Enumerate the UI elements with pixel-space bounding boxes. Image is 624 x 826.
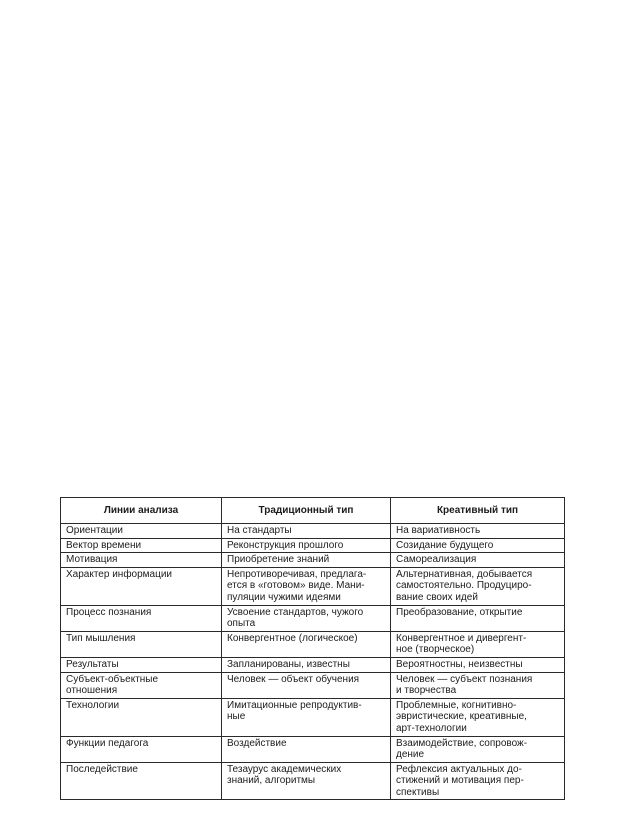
traditional-cell: Конвергентное (логическое)	[222, 631, 391, 657]
row-label-cell: Характер информации	[61, 567, 222, 605]
row-label-cell: Тип мышления	[61, 631, 222, 657]
table-row	[61, 762, 565, 800]
creative-cell: Самореализация	[391, 553, 565, 568]
creative-cell: На вариативность	[391, 524, 565, 539]
traditional-cell: На стандарты	[222, 524, 391, 539]
creative-cell: Конвергентное и дивергент- ное (творческое)	[391, 631, 565, 657]
row-label-cell: Технологии	[61, 698, 222, 736]
creative-cell: Преобразование, открытие	[391, 605, 565, 631]
table-row	[61, 538, 565, 553]
traditional-cell: Запланированы, известны	[222, 657, 391, 672]
traditional-cell: Воздействие	[222, 736, 391, 762]
row-label-cell: Результаты	[61, 657, 222, 672]
row-label-cell: Процесс познания	[61, 605, 222, 631]
table-row	[61, 553, 565, 568]
row-label-cell: Вектор времени	[61, 538, 222, 553]
creative-cell: Созидание будущего	[391, 538, 565, 553]
table-row	[61, 605, 565, 631]
table-header-row	[61, 498, 565, 524]
table-row	[61, 524, 565, 539]
traditional-cell: Усвоение стандартов, чужого опыта	[222, 605, 391, 631]
table-row	[61, 736, 565, 762]
traditional-cell: Непротиворечивая, предлага- ется в «готовом» виде. Мани- пуляции чужими идеями	[222, 567, 391, 605]
creative-cell: Взаимодействие, сопровож- дение	[391, 736, 565, 762]
row-label-cell: Функции педагога	[61, 736, 222, 762]
table-row	[61, 657, 565, 672]
traditional-cell: Приобретение знаний	[222, 553, 391, 568]
traditional-cell: Реконструкция прошлого	[222, 538, 391, 553]
row-label-cell: Последействие	[61, 762, 222, 800]
comparison-table	[60, 497, 565, 800]
table-row	[61, 672, 565, 698]
creative-cell: Рефлексия актуальных до- стижений и мотивация пер- спективы	[391, 762, 565, 800]
creative-cell: Альтернативная, добывается самостоятельно. Продуциро- вание своих идей	[391, 567, 565, 605]
column-header-creative-type: Креативный тип	[391, 498, 565, 524]
table-row	[61, 567, 565, 605]
column-header-traditional-type: Традиционный тип	[222, 498, 391, 524]
table-row	[61, 631, 565, 657]
row-label-cell: Мотивация	[61, 553, 222, 568]
table-body	[61, 524, 565, 800]
traditional-cell: Имитационные репродуктив- ные	[222, 698, 391, 736]
table-row	[61, 698, 565, 736]
row-label-cell: Ориентации	[61, 524, 222, 539]
creative-cell: Вероятностны, неизвестны	[391, 657, 565, 672]
traditional-cell: Человек — объект обучения	[222, 672, 391, 698]
row-label-cell: Субъект-объектные отношения	[61, 672, 222, 698]
column-header-analysis-lines: Линии анализа	[61, 498, 222, 524]
traditional-cell: Тезаурус академических знаний, алгоритмы	[222, 762, 391, 800]
creative-cell: Человек — субъект познания и творчества	[391, 672, 565, 698]
creative-cell: Проблемные, когнитивно- эвристические, креативные, арт-технологии	[391, 698, 565, 736]
